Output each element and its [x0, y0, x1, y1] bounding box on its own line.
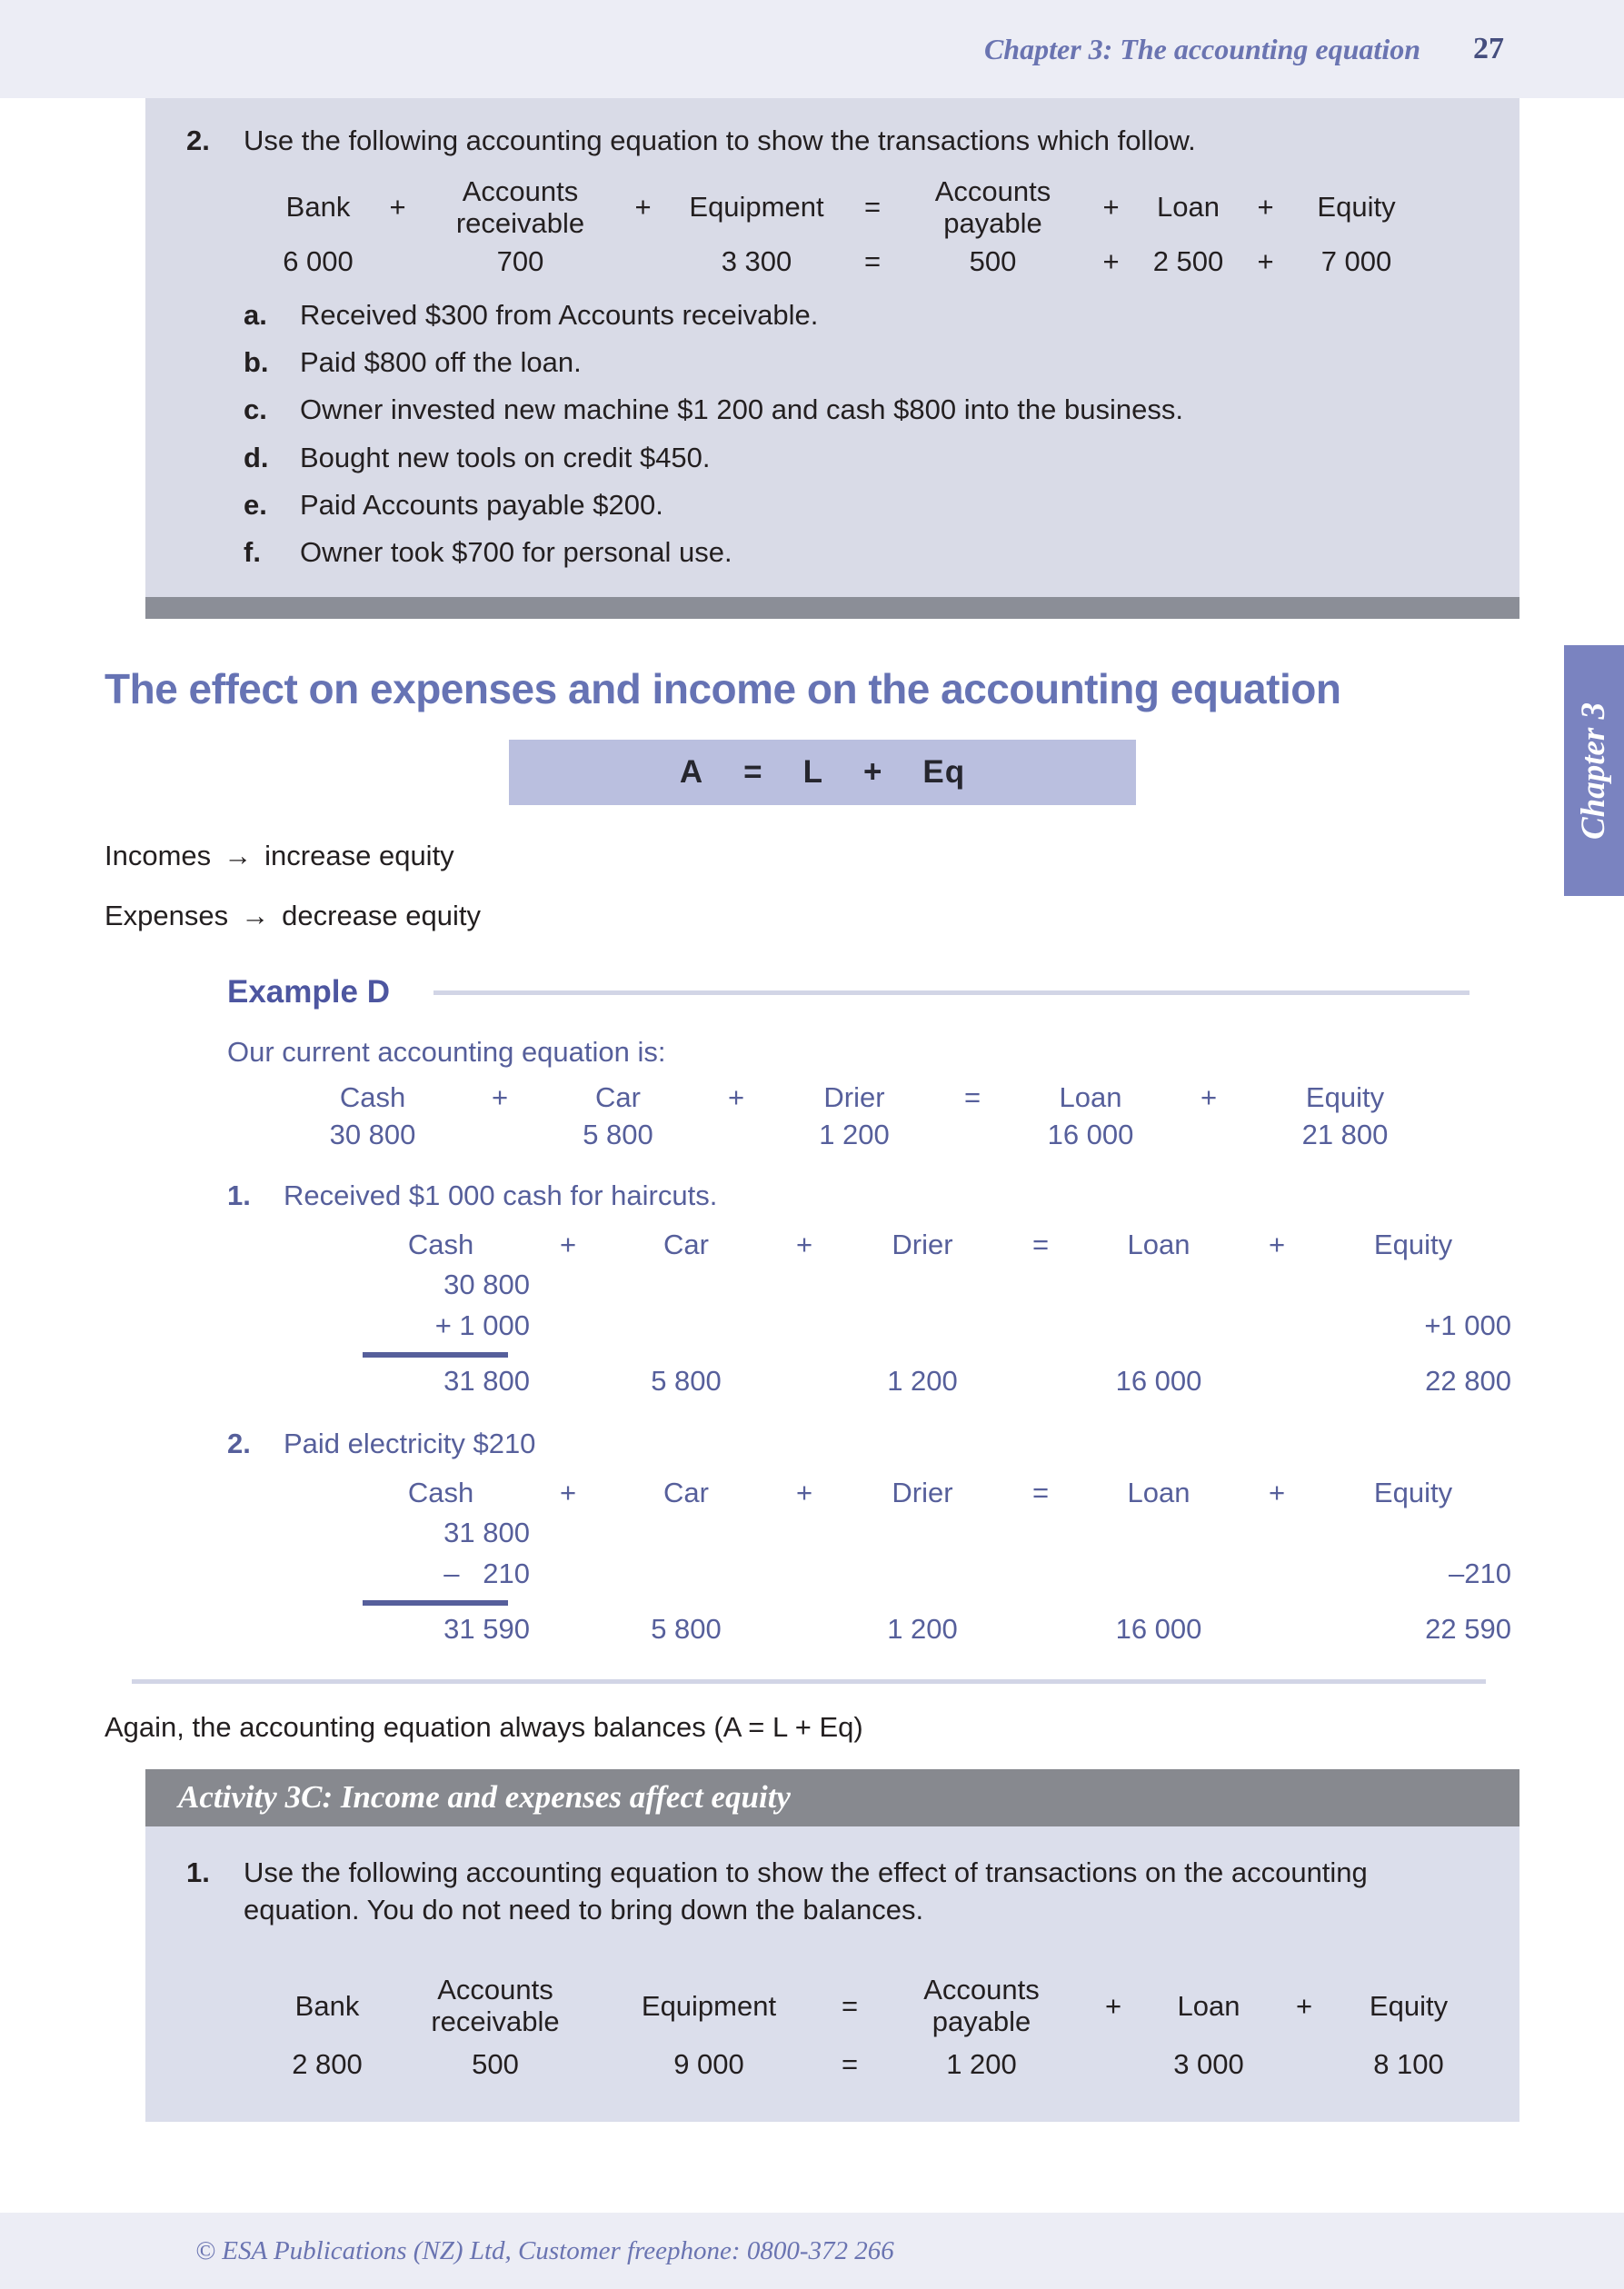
eq-operator-cell: + [559, 1228, 577, 1260]
eq-empty-cell [1077, 1554, 1240, 1595]
eq-value-cell: 22 800 [1425, 1364, 1511, 1397]
eq-operator-cell [1004, 1361, 1077, 1402]
eq-operator-cell [532, 1361, 604, 1402]
exercise-2-prompt: Use the following accounting equation to show the transactions which follow. [244, 124, 1196, 156]
formula-token: A [679, 754, 704, 791]
running-head-title: Chapter 3: The accounting equation [983, 32, 1420, 65]
current-equation-table [282, 1080, 1445, 1153]
eq-value-cell: + 1 000 [434, 1309, 530, 1342]
eq-header-cell: Equity [1317, 191, 1396, 224]
eq-value-cell: – 210 [443, 1558, 530, 1590]
activity-1-prompt: Use the following accounting equation to show the effect of transactions on the accounting equation. You do not need to bring down the balances. [244, 1856, 1368, 1926]
eq-header-cell: Equity [1373, 1476, 1453, 1508]
sum-rule-row [350, 1595, 1513, 1609]
eq-operator-cell: + [1102, 245, 1120, 278]
list-item [244, 535, 1483, 569]
eq-operator-cell: = [1031, 1228, 1050, 1260]
totals-row [350, 1609, 1513, 1650]
eq-header-cell: Bank [285, 191, 351, 224]
eq-value-cell: 5 800 [651, 1364, 722, 1397]
formula-token: Eq [922, 754, 966, 791]
eq-value-cell: 16 000 [1115, 1612, 1202, 1645]
activity-1-equation-table [264, 1969, 1481, 2085]
eq-header-cell: Loan [1127, 1476, 1191, 1508]
page-header [0, 0, 1624, 98]
transaction-list [244, 298, 1483, 569]
item-text: Paid $800 off the loan. [300, 346, 582, 379]
eq-value-cell: 1 200 [887, 1612, 958, 1645]
eq-empty-cell [1004, 1513, 1077, 1554]
eq-operator-cell: + [795, 1476, 813, 1508]
exercise-2-equation-table [264, 173, 1422, 282]
eq-value-cell: 9 000 [673, 2047, 744, 2080]
section-heading: The effect on expenses and income on the accounting equation [105, 665, 1341, 713]
eq-value-cell: 5 800 [583, 1119, 653, 1151]
eq-header-cell: Bank [294, 1989, 360, 2022]
eq-operator-cell [1240, 1609, 1313, 1650]
eq-operator-cell [532, 1609, 604, 1650]
eq-operator-cell [618, 243, 668, 282]
eq-value-cell: 31 590 [443, 1612, 530, 1645]
opening-balance-row [350, 1513, 1513, 1554]
item-text: Owner took $700 for personal use. [300, 535, 732, 568]
eq-operator-cell: = [863, 245, 882, 278]
eq-value-cell: 3 000 [1173, 2047, 1244, 2080]
eq-header-cell: Drier [823, 1081, 885, 1114]
incomes-line [105, 840, 1519, 872]
eq-operator-cell: + [1257, 191, 1274, 224]
sum-rule-row [350, 1347, 1513, 1361]
equation-header-row [350, 1225, 1513, 1266]
item-letter: f. [244, 535, 261, 568]
eq-empty-cell [1240, 1513, 1313, 1554]
eq-value-cell: 30 800 [329, 1119, 416, 1151]
eq-operator-cell: + [727, 1081, 745, 1114]
eq-header-cell: Car [595, 1081, 641, 1114]
activity-3c-title: Activity 3C: Income and expenses affect equity [178, 1779, 791, 1815]
eq-value-cell: 2 800 [292, 2047, 363, 2080]
eq-value-cell: 700 [496, 245, 544, 278]
list-item [244, 298, 1483, 332]
step-number: 1. [227, 1179, 251, 1211]
eq-empty-cell [841, 1306, 1004, 1347]
equation-values-row [264, 2044, 1481, 2086]
activity-1-number: 1. [186, 1856, 210, 1888]
equation-header-row [264, 173, 1422, 243]
eq-empty-cell [1240, 1306, 1313, 1347]
eq-header-cell: Equity [1305, 1081, 1385, 1114]
example-title-row [227, 974, 1519, 1010]
eq-operator-cell: + [1200, 1081, 1218, 1114]
item-letter: d. [244, 441, 269, 473]
item-text: Received $300 from Accounts receivable. [300, 299, 819, 331]
activity-3c-bar [145, 1769, 1519, 1826]
title-rule [433, 990, 1470, 995]
step-text: Paid electricity $210 [284, 1427, 536, 1459]
list-item [244, 488, 1483, 522]
eq-operator-cell [1272, 2044, 1336, 2086]
eq-empty-cell [841, 1265, 1004, 1306]
page-number: 27 [1473, 32, 1504, 65]
eq-operator-cell: = [963, 1081, 981, 1114]
exercise-2-box [145, 98, 1519, 597]
eq-value-cell: 22 590 [1425, 1612, 1511, 1645]
right-arrow-icon: → [241, 900, 270, 932]
eq-header-cell: Accounts receivable [431, 1974, 560, 2037]
eq-value-cell: 31 800 [443, 1364, 530, 1397]
eq-empty-cell [604, 1306, 768, 1347]
eq-empty-cell [604, 1513, 768, 1554]
opening-balance-row [350, 1265, 1513, 1306]
eq-empty-cell [1313, 1265, 1513, 1306]
eq-empty-cell [604, 1554, 768, 1595]
eq-operator-cell: + [795, 1228, 813, 1260]
chapter-tab-label: Chapter 3 [1575, 702, 1613, 840]
eq-empty-cell [1240, 1554, 1313, 1595]
item-text: Owner invested new machine $1 200 and cash $800 into the business. [300, 393, 1183, 426]
eq-empty-cell [768, 1265, 841, 1306]
eq-operator-cell: + [634, 191, 652, 224]
eq-value-cell: –210 [1449, 1558, 1511, 1590]
expenses-line [105, 900, 1519, 932]
eq-header-cell: Car [663, 1228, 709, 1260]
list-item [244, 393, 1483, 426]
eq-value-cell: 30 800 [443, 1269, 530, 1301]
eq-empty-cell [1004, 1306, 1077, 1347]
sum-rule-cell [350, 1347, 532, 1361]
equation-values-row [264, 243, 1422, 282]
eq-operator-cell [1004, 1609, 1077, 1650]
sum-rule-cell [350, 1595, 532, 1609]
eq-empty-cell [532, 1347, 1513, 1361]
eq-header-cell: Equipment [641, 1989, 777, 2022]
eq-header-cell: Cash [407, 1476, 474, 1508]
eq-operator-cell [768, 1609, 841, 1650]
eq-value-cell: 8 100 [1373, 2047, 1444, 2080]
example-d [227, 974, 1519, 1649]
eq-operator-cell [1172, 1117, 1245, 1154]
incomes-label: Incomes [105, 840, 212, 872]
eq-header-cell: Loan [1059, 1081, 1122, 1114]
eq-operator-cell [1240, 1361, 1313, 1402]
eq-operator-cell: + [1295, 1989, 1313, 2022]
step-head [227, 1179, 1519, 1212]
formula-box [509, 740, 1136, 805]
eq-value-cell: 1 200 [819, 1119, 890, 1151]
sum-rule [363, 1600, 509, 1606]
formula-token: + [862, 754, 883, 791]
eq-operator-cell: + [1102, 191, 1120, 224]
eq-empty-cell [768, 1513, 841, 1554]
step-text: Received $1 000 cash for haircuts. [284, 1179, 718, 1211]
item-letter: c. [244, 393, 267, 426]
eq-operator-cell [700, 1117, 772, 1154]
eq-operator-cell [463, 1117, 536, 1154]
item-text: Bought new tools on credit $450. [300, 441, 711, 473]
list-item [244, 345, 1483, 379]
sum-rule [363, 1352, 509, 1358]
eq-header-cell: Cash [407, 1228, 474, 1260]
formula-token: L [802, 754, 823, 791]
eq-empty-cell [841, 1513, 1004, 1554]
page-footer [0, 2213, 1624, 2289]
eq-operator-cell: + [1104, 1989, 1122, 2022]
eq-value-cell: 5 800 [651, 1612, 722, 1645]
step-head [227, 1428, 1519, 1460]
eq-empty-cell [1077, 1513, 1240, 1554]
step-1-equation-table [350, 1225, 1513, 1402]
chapter-tab [1564, 645, 1624, 896]
eq-header-cell: Equipment [689, 191, 824, 224]
eq-header-cell: Loan [1127, 1228, 1191, 1260]
eq-operator-cell [936, 1117, 1009, 1154]
eq-header-cell: Car [663, 1476, 709, 1508]
eq-value-cell: 16 000 [1047, 1119, 1134, 1151]
eq-value-cell: 1 200 [946, 2047, 1017, 2080]
eq-operator-cell [373, 243, 423, 282]
equation-values-row [282, 1117, 1445, 1154]
eq-value-cell: 2 500 [1152, 245, 1224, 278]
example-step-1 [227, 1179, 1519, 1402]
eq-header-cell: Drier [892, 1228, 953, 1260]
eq-empty-cell [532, 1595, 1513, 1609]
equation-header-row [282, 1080, 1445, 1117]
eq-value-cell: 31 800 [443, 1517, 530, 1549]
eq-value-cell: 500 [969, 245, 1017, 278]
equation-header-row [350, 1473, 1513, 1514]
eq-value-cell: 6 000 [283, 245, 354, 278]
eq-value-cell: 1 200 [887, 1364, 958, 1397]
eq-header-cell: Equity [1373, 1228, 1453, 1260]
page-content [105, 98, 1519, 2122]
eq-operator-cell: + [1268, 1228, 1286, 1260]
adjustment-row [350, 1554, 1513, 1595]
eq-header-cell: Cash [339, 1081, 406, 1114]
item-letter: b. [244, 346, 269, 379]
eq-header-cell: Accounts receivable [455, 174, 585, 239]
eq-operator-cell: = [863, 191, 882, 224]
incomes-effect: increase equity [264, 840, 454, 872]
eq-empty-cell [768, 1554, 841, 1595]
example-end-rule [132, 1679, 1486, 1684]
eq-operator-cell: + [559, 1476, 577, 1508]
box-bottom-bar [145, 597, 1519, 619]
eq-empty-cell [1313, 1513, 1513, 1554]
eq-operator-cell [1081, 2044, 1145, 2086]
eq-value-cell: 3 300 [721, 245, 792, 278]
eq-operator-cell [768, 1361, 841, 1402]
eq-value-cell: 7 000 [1320, 245, 1392, 278]
eq-operator-cell: + [1257, 245, 1274, 278]
totals-row [350, 1361, 1513, 1402]
exercise-2-number: 2. [186, 124, 210, 156]
exercise-2-prompt-row [186, 122, 1483, 160]
step-2-equation-table [350, 1473, 1513, 1650]
eq-header-cell: Drier [892, 1476, 953, 1508]
eq-operator-cell: = [841, 1989, 859, 2022]
eq-value-cell: 500 [472, 2047, 519, 2080]
eq-value-cell: 16 000 [1115, 1364, 1202, 1397]
eq-empty-cell [1004, 1554, 1077, 1595]
eq-operator-cell: + [491, 1081, 509, 1114]
eq-empty-cell [768, 1306, 841, 1347]
footer-text: © ESA Publications (NZ) Ltd, Customer freephone: 0800-372 266 [195, 2235, 894, 2265]
eq-empty-cell [1077, 1306, 1240, 1347]
example-title: Example D [227, 974, 390, 1010]
eq-value-cell: 21 800 [1301, 1119, 1389, 1151]
eq-empty-cell [532, 1306, 604, 1347]
eq-empty-cell [532, 1265, 604, 1306]
eq-header-cell: Equity [1369, 1989, 1449, 2022]
formula-token: = [743, 754, 763, 791]
expenses-effect: decrease equity [282, 900, 482, 932]
item-text: Paid Accounts payable $200. [300, 488, 663, 521]
item-letter: a. [244, 299, 267, 331]
eq-header-cell: Loan [1177, 1989, 1240, 2022]
list-item [244, 441, 1483, 474]
step-number: 2. [227, 1427, 251, 1459]
eq-empty-cell [532, 1554, 604, 1595]
equation-header-row [264, 1969, 1481, 2043]
activity-3c-box [145, 1826, 1519, 2123]
example-step-2 [227, 1428, 1519, 1650]
eq-empty-cell [1077, 1265, 1240, 1306]
eq-value-cell: +1 000 [1424, 1309, 1511, 1342]
eq-operator-cell: + [1268, 1476, 1286, 1508]
eq-empty-cell [1004, 1265, 1077, 1306]
eq-empty-cell [841, 1554, 1004, 1595]
example-intro: Our current accounting equation is: [227, 1036, 666, 1069]
eq-empty-cell [1240, 1265, 1313, 1306]
adjustment-row [350, 1306, 1513, 1347]
eq-header-cell: Accounts payable [934, 174, 1051, 239]
eq-header-cell: Loan [1157, 191, 1220, 224]
expenses-label: Expenses [105, 900, 229, 932]
eq-empty-cell [604, 1265, 768, 1306]
eq-operator-cell: = [1031, 1476, 1050, 1508]
eq-empty-cell [532, 1513, 604, 1554]
item-letter: e. [244, 488, 267, 521]
eq-operator-cell: + [389, 191, 406, 224]
activity-1-prompt-row [186, 1854, 1483, 1930]
eq-header-cell: Accounts payable [923, 1974, 1040, 2037]
again-balances-line: Again, the accounting equation always balances (A = L + Eq) [105, 1710, 863, 1743]
eq-operator-cell: = [841, 2047, 859, 2080]
right-arrow-icon: → [224, 840, 253, 872]
